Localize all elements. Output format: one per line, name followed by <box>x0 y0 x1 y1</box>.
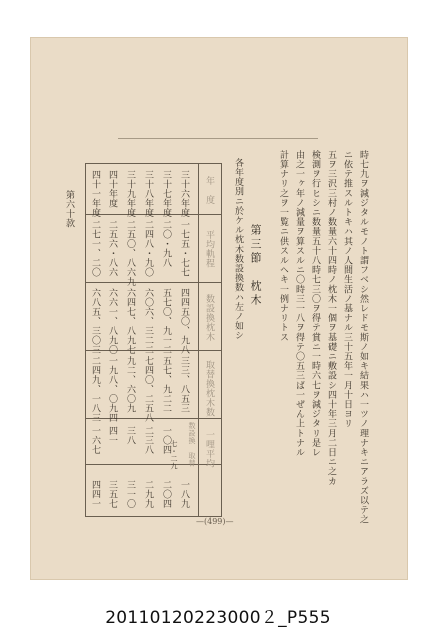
table-cell-laid: 六四七、八九七 <box>125 288 135 355</box>
table-cell-replaced: 五七、九二二 <box>161 356 171 413</box>
image-id-caption: 20110120223000２_P555 <box>105 608 331 628</box>
table-cell-km: 二四八・九〇 <box>143 220 153 277</box>
table-cell-replaced: 二四九、一八三 <box>90 356 100 423</box>
paragraph-line-3: 五ヲ三沢三村ノ数量六十四時ノ枕木一個ヲ基礎ニ敷設シ四十年三月二日ニ之カ <box>326 150 336 486</box>
table-cell-km: 二七一、二〇 <box>90 220 100 277</box>
table-cell-per-mile-b: 一八九 <box>179 480 189 509</box>
table-separator <box>86 282 221 283</box>
table-cell-laid: 四四五〇、九八 <box>179 288 189 355</box>
table-header-per-mile: 一哩平均 <box>204 430 214 468</box>
table-cell-year: 三十九年度 <box>125 170 135 218</box>
sleeper-table <box>85 163 222 517</box>
table-cell-laid: 六〇六、三二二 <box>143 288 153 355</box>
table-cell-year: 三十八年度 <box>143 170 153 218</box>
table-cell-per-mile-b: 二九九 <box>143 480 153 509</box>
table-cell-year: 四十年度 <box>107 170 117 208</box>
table-cell-year: 四十一年度 <box>90 170 100 218</box>
table-cell-replaced: 三三、八五三 <box>179 356 189 413</box>
table-cell-per-mile-a: 七・二九 <box>170 440 178 470</box>
table-header-km: 平均軌程 <box>204 230 214 268</box>
table-cell-per-mile-a: 四一 <box>107 426 117 445</box>
table-column-divider <box>198 164 199 516</box>
table-subheader: 数設換 取替 <box>188 422 196 467</box>
table-cell-laid: 六八五、三〇三 <box>90 288 100 355</box>
table-cell-per-mile-a: 三八 <box>125 426 135 445</box>
table-cell-year: 三十七年度 <box>161 170 171 218</box>
intro-line: 各年度別ニ於ケル枕木数設換数ハ左ノ如シ <box>233 158 243 341</box>
table-cell-per-mile-b: 二〇四 <box>161 480 171 509</box>
table-cell-per-mile-a: 一六七 <box>90 426 100 455</box>
table-cell-replaced: 一九八、〇九四 <box>107 356 117 423</box>
table-cell-km: 二五六・八六 <box>107 220 117 277</box>
table-cell-km: 二五〇、八六九 <box>125 220 135 287</box>
table-cell-replaced: 九二、六〇九 <box>125 356 135 413</box>
table-cell-km: 二〇・九八 <box>161 220 171 268</box>
table-cell-year: 三十六年度 <box>179 170 189 218</box>
paragraph-line-6: 計算ナリ之ヲ一覧ニ供スルヘキ一例ナリトス <box>278 150 288 342</box>
table-cell-laid: 五七〇、九一二 <box>161 288 171 355</box>
table-separator <box>86 464 221 465</box>
table-cell-per-mile-a: 一〇四 <box>161 426 171 455</box>
table-cell-per-mile-a: 二三八 <box>143 426 153 455</box>
table-cell-per-mile-b: 三一〇 <box>125 480 135 509</box>
paragraph-line-5: 由之一ヶ年ノ減量ヲ算スルニ〇時三一八ヲ得テ〇五三ば一ぜん上トナル <box>294 150 304 458</box>
table-separator <box>86 214 221 215</box>
top-rule <box>118 138 318 139</box>
paragraph-line-4: 検測ヲ行ヒシニ数量五十八時七三〇ヲ得テ賞ニ一時六七ヲ減ジタリ是レ <box>310 150 320 458</box>
table-header-year: 年 度 <box>204 176 214 205</box>
table-cell-replaced: 七四〇、二五八 <box>143 356 153 423</box>
section-heading: 第三節 枕木 <box>249 224 262 308</box>
table-cell-per-mile-b: 三五七 <box>107 480 117 509</box>
table-cell-laid: 六六一、八九〇 <box>107 288 117 355</box>
table-cell-per-mile-b: 四四一 <box>90 480 100 509</box>
table-header-replaced: 取替換枕木数 <box>204 360 214 417</box>
paragraph-line-2: ニ依テ推スルトキハ其ノ人間生活ノ基ナル三十五年一月十日ヨリ <box>342 150 352 429</box>
paragraph-line-1: 時七九ヲ減ジタルモノト謂フベシ然レドモ斯ノ如キ結果ハ一ツノ理ナキニアラズ以テ之 <box>358 150 368 525</box>
running-head: 第六十款 <box>64 190 74 229</box>
page-number: —(499)— <box>196 517 234 526</box>
table-cell-km: 一七五・七七 <box>179 220 189 277</box>
table-header-laid: 数設換枕木 <box>204 294 214 342</box>
